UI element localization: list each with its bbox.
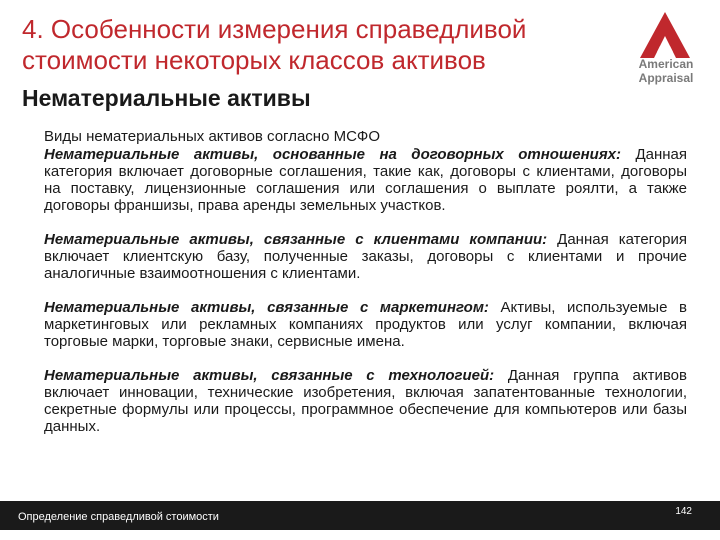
paragraph-technology [44,367,687,435]
paragraph-marketing [44,299,687,350]
term-contract: Нематериальные активы, основанные на договорных отношениях: [44,146,622,163]
logo-mark-icon [640,12,690,58]
term-technology: Нематериальные активы, связанные с технологией: [44,367,495,384]
text-contract: Данная категория включает договорные соглашения, такие как, договоры с клиентами, договоры на поставку, лицензионные соглашения или соглашения о выплате роялти, а также договоры франшизы, права аренды земельных участков. [44,146,688,214]
company-logo [628,12,704,90]
term-customer: Нематериальные активы, связанные с клиентами компании: [44,231,548,248]
text-customer: Данная категория включает клиентскую базу, полученные заказы, договоры с клиентами и прочие аналогичные взаимоотношения с клиентами. [44,231,687,282]
text-technology: Данная группа активов включает инновации, технические изобретения, включая запатентованные технологии, секретные формулы или процессы, программное обеспечение для компьютеров или базы данных. [44,367,687,435]
slide-subtitle: Нематериальные активы [22,85,311,111]
section-heading: Виды нематериальных активов согласно МСФО [44,128,380,145]
page-number: 142 [675,506,692,517]
footer-label: Определение справедливой стоимости [18,511,219,523]
slide-title: 4. Особенности измерения справедливой стоимости некоторых классов активов [22,14,527,75]
term-marketing: Нематериальные активы, связанные с маркетингом: [44,299,489,316]
logo-text-line2: Appraisal [638,71,694,85]
paragraph-customer [44,231,687,282]
logo-text-line1: American [638,57,694,71]
paragraph-contract [44,146,687,214]
content-body [44,128,687,435]
text-marketing: Активы, используемые в маркетинговых или рекламных компаниях продуктов или услуг компании, включая торговые марки, торговые знаки, сервисные имена. [44,299,687,350]
footer-bar [0,501,720,530]
